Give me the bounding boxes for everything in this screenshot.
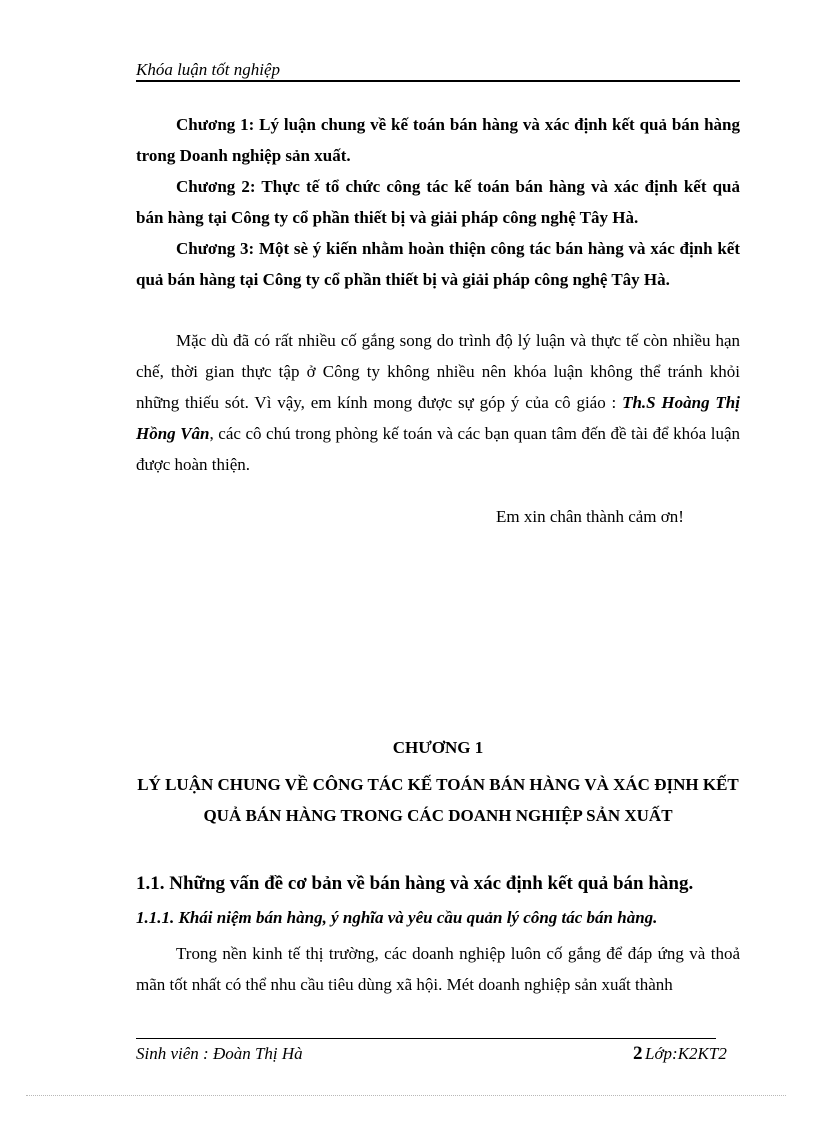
acknowledgement-text-start: Mặc dù đã có rất nhiều cố gắng song do trình độ lý luận và thực tế còn nhiều hạn chế, thời gian thực tập ở Công ty không nhiều nên khóa luận không thể tránh khỏi những thiếu sót. Vì vậy, em kính mong được sự góp ý của cô giáo : (136, 331, 740, 412)
advisor-name: Th.S Hoàng Thị Hồng Vân (136, 393, 740, 443)
header-divider (136, 80, 740, 82)
chapter-2-summary: Chương 2: Thực tế tổ chức công tác kế toán bán hàng và xác định kết quả bán hàng tại Công ty cổ phần thiết bị và giải pháp công nghệ Tây Hà. (136, 177, 740, 227)
footer-class: Lớp:K2KT2 (645, 1044, 727, 1063)
section-heading-1-1: 1.1. Những vấn đề cơ bản về bán hàng và xác định kết quả bán hàng. (136, 873, 694, 894)
page-header-title: Khóa luận tốt nghiệp (136, 60, 281, 79)
thanks-line: Em xin chân thành cảm ơn! (496, 507, 684, 526)
footer-divider (136, 1038, 716, 1039)
section-heading-1-1-1: 1.1.1. Khái niệm bán hàng, ý nghĩa và yêu cầu quản lý công tác bán hàng. (136, 908, 658, 927)
body-paragraph: Trong nền kinh tế thị trường, các doanh nghiệp luôn cố gắng để đáp ứng và thoả mãn tốt nhất có thể nhu cầu tiêu dùng xã hội. Mét doanh nghiệp sản xuất thành (136, 944, 740, 994)
footer-student: Sinh viên : Đoàn Thị Hà (136, 1044, 303, 1063)
acknowledgement-text-end: , các cô chú trong phòng kế toán và các bạn quan tâm đến đề tài để khóa luận được hoàn thiện. (136, 424, 740, 474)
page-number: 2 (633, 1043, 643, 1064)
chapter-1-summary: Chương 1: Lý luận chung về kế toán bán hàng và xác định kết quả bán hàng trong Doanh nghiệp sản xuất. (136, 115, 740, 165)
chapter-3-summary: Chương 3: Một sè ý kiến nhằm hoàn thiện công tác bán hàng và xác định kết quả bán hàng tại Công ty cổ phần thiết bị và giải pháp công nghệ Tây Hà. (136, 239, 740, 289)
chapter-title: LÝ LUẬN CHUNG VỀ CÔNG TÁC KẾ TOÁN BÁN HÀNG VÀ XÁC ĐỊNH KẾT QUẢ BÁN HÀNG TRONG CÁC DOANH NGHIỆP SẢN XUẤT (137, 775, 739, 825)
page-bottom-edge (26, 1095, 786, 1096)
acknowledgement-paragraph (136, 325, 740, 480)
chapter-number: CHƯƠNG 1 (392, 738, 484, 757)
